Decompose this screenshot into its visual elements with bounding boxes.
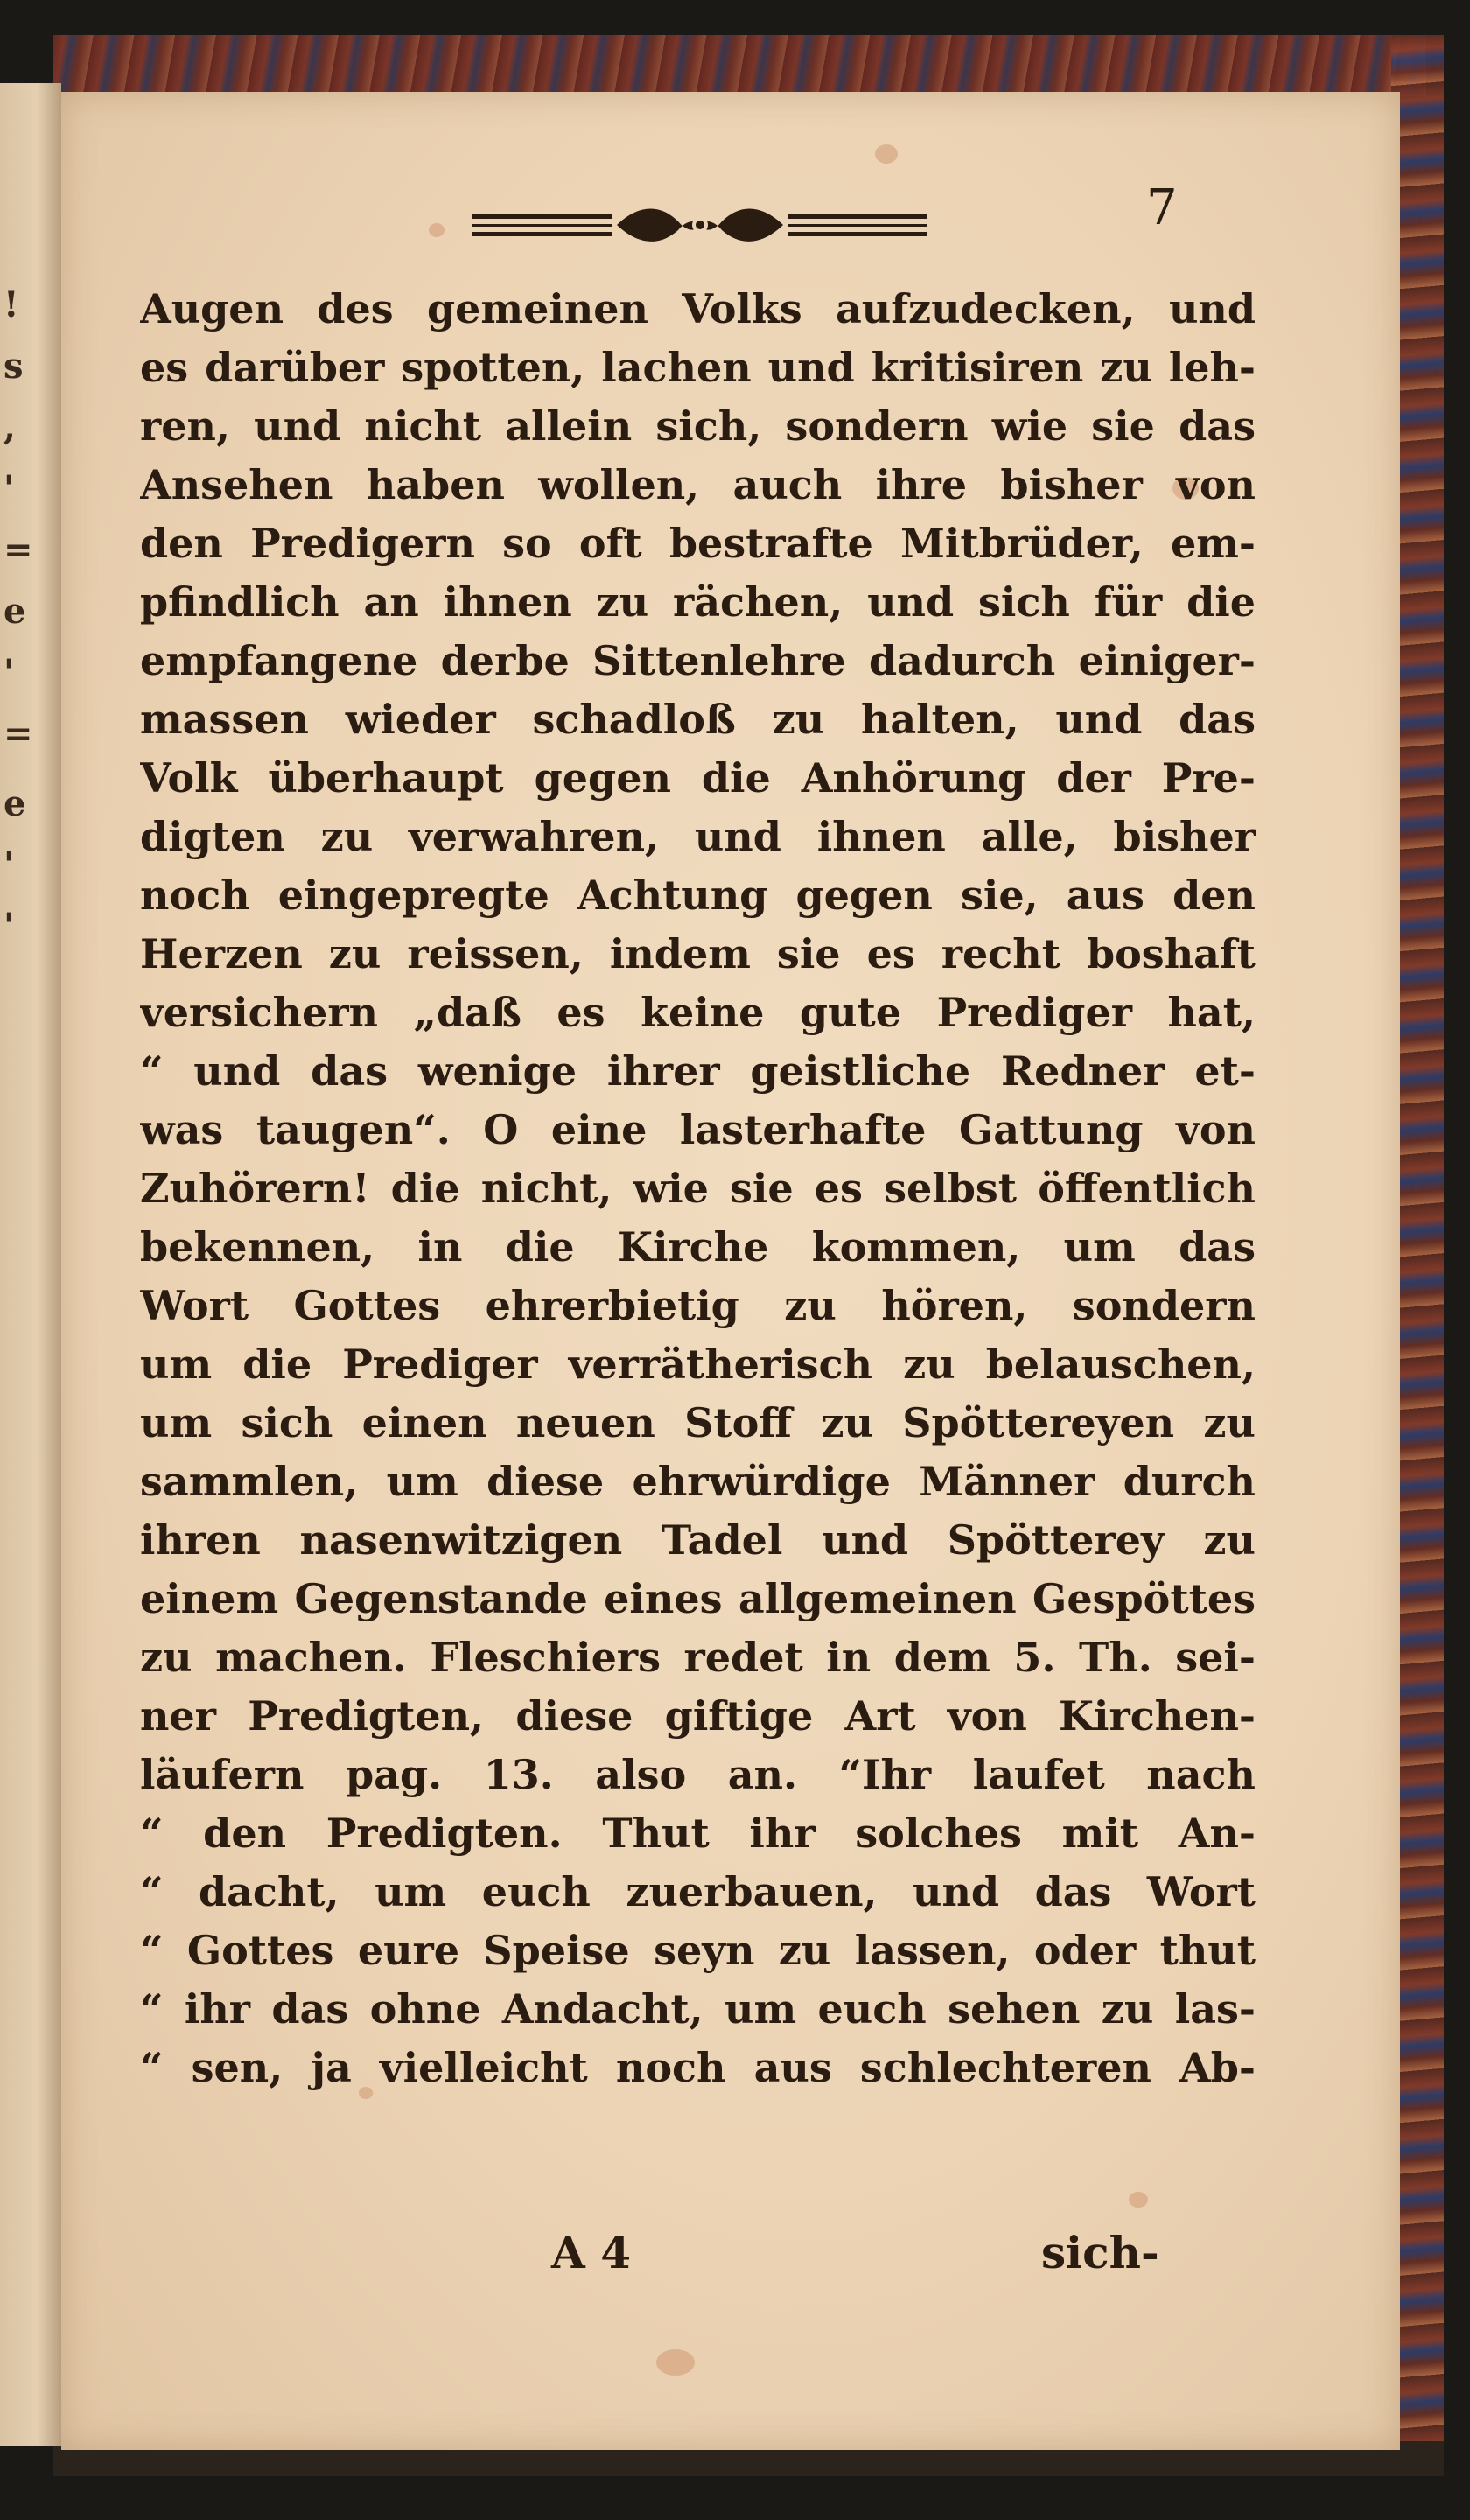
book-page: [61, 92, 1400, 2450]
text-line: einem Gegenstande eines allgemeinen Gespöttes: [140, 1575, 1256, 1622]
page-number: 7: [1146, 179, 1178, 236]
left-page-glyph: ': [4, 906, 15, 947]
left-page-glyph: =: [4, 713, 33, 754]
left-page-glyph: e: [4, 591, 26, 632]
foxing-spot: [1129, 2192, 1148, 2208]
foxing-spot: [875, 144, 898, 164]
text-line: noch eingepregte Achtung gegen sie, aus den: [140, 872, 1256, 919]
left-page-glyph: !: [4, 284, 19, 326]
text-line: massen wieder schadloß zu halten, und das: [140, 696, 1256, 743]
text-line: um die Prediger verrätherisch zu belauschen,: [140, 1340, 1256, 1388]
text-line: Wort Gottes ehrerbietig zu hören, sondern: [140, 1282, 1256, 1329]
text-line: den Predigern so oft bestrafte Mitbrüder, em-: [140, 520, 1256, 567]
text-line: Volk überhaupt gegen die Anhörung der Pre-: [140, 754, 1256, 802]
foxing-spot: [656, 2349, 695, 2376]
text-line: zu machen. Fleschiers redet in dem 5. Th. sei-: [140, 1634, 1256, 1681]
previous-page-edge: [0, 83, 61, 2446]
text-line: um sich einen neuen Stoff zu Spöttereyen zu: [140, 1399, 1256, 1446]
text-line: Ansehen haben wollen, auch ihre bisher von: [140, 461, 1256, 508]
signature-mark: A 4: [551, 2227, 631, 2278]
text-line: es darüber spotten, lachen und kritisiren zu leh-: [140, 344, 1256, 391]
marbled-cover-top: [52, 35, 1426, 96]
text-line: bekennen, in die Kirche kommen, um das: [140, 1223, 1256, 1270]
text-line: empfangene derbe Sittenlehre dadurch einiger-: [140, 637, 1256, 684]
text-line: Herzen zu reissen, indem sie es recht boshaft: [140, 930, 1256, 977]
catchword: sich-: [1041, 2227, 1159, 2278]
body-text: [140, 280, 1256, 2097]
text-line: Augen des gemeinen Volks aufzudecken, und: [140, 285, 1256, 332]
text-line: “ den Predigten. Thut ihr solches mit An-: [140, 1810, 1256, 1857]
text-line: “ dacht, um euch zuerbauen, und das Wort: [140, 1868, 1256, 1915]
text-line: “ Gottes eure Speise seyn zu lassen, oder thut: [140, 1927, 1256, 1974]
left-page-glyph: ,: [4, 407, 16, 448]
text-line: versichern „daß es keine gute Prediger hat,: [140, 989, 1256, 1036]
text-line: pfindlich an ihnen zu rächen, und sich für die: [140, 578, 1256, 626]
text-line: digten zu verwahren, und ihnen alle, bisher: [140, 813, 1256, 860]
text-line: ihren nasenwitzigen Tadel und Spötterey zu: [140, 1516, 1256, 1564]
text-line: ren, und nicht allein sich, sondern wie sie das: [140, 402, 1256, 450]
left-page-glyph: ': [4, 652, 15, 693]
left-page-glyph: ': [4, 468, 15, 509]
text-line: Zuhörern! die nicht, wie sie es selbst öffentlich: [140, 1165, 1256, 1212]
left-page-glyph: e: [4, 783, 26, 824]
foxing-spot: [429, 223, 444, 237]
left-page-glyph: =: [4, 529, 33, 570]
text-line: sammlen, um diese ehrwürdige Männer durch: [140, 1458, 1256, 1505]
text-line: läufern pag. 13. also an. “Ihr laufet nach: [140, 1751, 1256, 1798]
text-line: ner Predigten, diese giftige Art von Kirchen-: [140, 1692, 1256, 1740]
header-ornament: [472, 195, 928, 256]
left-page-glyph: s: [4, 346, 24, 387]
left-page-glyph: ': [4, 844, 15, 886]
text-line: “ sen, ja vielleicht noch aus schlechteren Ab-: [140, 2044, 1256, 2091]
text-line: was taugen“. O eine lasterhafte Gattung von: [140, 1106, 1256, 1153]
text-line: “ ihr das ohne Andacht, um euch sehen zu las-: [140, 1985, 1256, 2033]
text-line: “ und das wenige ihrer geistliche Redner et-: [140, 1047, 1256, 1095]
